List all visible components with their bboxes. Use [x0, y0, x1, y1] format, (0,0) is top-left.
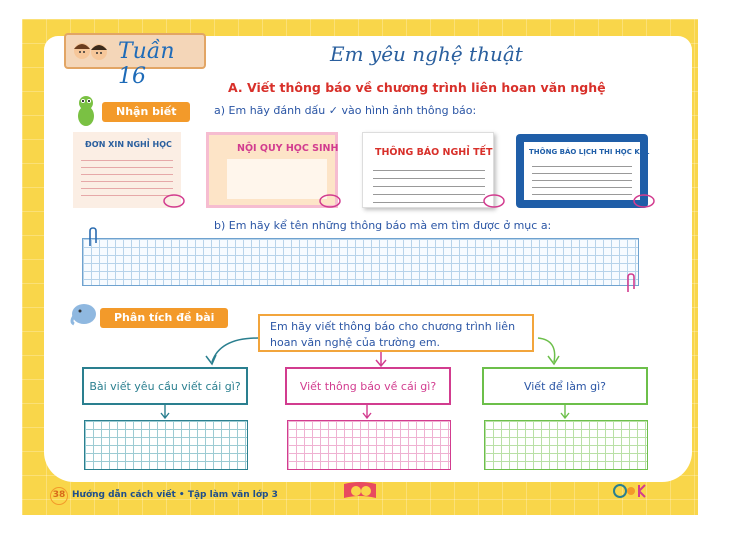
tag-nhan-biet: Nhận biết	[102, 102, 190, 122]
arrow-down-icon	[160, 404, 170, 420]
card-title: THÔNG BÁO NGHỈ TẾT	[375, 147, 493, 158]
card-body	[227, 159, 327, 199]
week-tag	[64, 33, 206, 89]
writing-grid-3[interactable]	[484, 420, 648, 470]
prompt-box: Em hãy viết thông báo cho chương trình liên hoan văn nghệ của trường em.	[258, 314, 534, 352]
card-title: ĐƠN XIN NGHỈ HỌC	[85, 140, 172, 149]
kids-icon	[70, 37, 110, 67]
check-circle-icon[interactable]	[632, 193, 656, 209]
writing-grid-2[interactable]	[287, 420, 451, 470]
arrow-left-icon	[200, 334, 260, 366]
paperclip-icon	[624, 272, 638, 294]
paperclip-icon	[86, 226, 100, 248]
box-question-2: Viết thông báo về cái gì?	[285, 367, 451, 405]
arrow-down-icon	[560, 404, 570, 420]
page-number: 38	[50, 487, 68, 505]
week-label: Tuần 16	[118, 39, 175, 89]
box-question-1: Bài viết yêu cầu viết cái gì?	[82, 367, 248, 405]
writing-grid-b[interactable]	[82, 238, 639, 286]
section-a-heading: A. Viết thông báo về chương trình liên hoan văn nghệ	[228, 80, 606, 95]
card-title: NỘI QUY HỌC SINH	[237, 143, 339, 154]
card-body	[524, 142, 650, 200]
arrow-down-icon	[374, 352, 388, 368]
book-title: Hướng dẫn cách viết • Tập làm văn lớp 3	[72, 490, 278, 500]
arrow-down-icon	[362, 404, 372, 420]
card-thong-bao-nghi-tet[interactable]	[362, 132, 494, 208]
box-question-3: Viết để làm gì?	[482, 367, 648, 405]
question-b: b) Em hãy kể tên những thông báo mà em tìm được ở mục a:	[214, 219, 552, 232]
cd-logo-icon	[340, 482, 380, 500]
footer	[50, 487, 278, 505]
card-title: THÔNG BÁO LỊCH THI HỌC KÌ 1	[529, 148, 650, 156]
writing-grid-1[interactable]	[84, 420, 248, 470]
card-lines	[81, 154, 173, 202]
tag-phan-tich-de-bai: Phân tích đề bài	[100, 308, 228, 328]
check-circle-icon[interactable]	[318, 193, 342, 209]
check-circle-icon[interactable]	[482, 193, 506, 209]
elephant-icon	[68, 298, 100, 326]
arrow-right-icon	[536, 334, 566, 366]
page-title: Em yêu nghệ thuật	[330, 42, 523, 66]
publisher-logo-icon	[612, 482, 648, 500]
check-circle-icon[interactable]	[162, 193, 186, 209]
card-thong-bao-lich-thi[interactable]	[516, 134, 648, 208]
crocodile-icon	[72, 94, 100, 128]
card-lines	[532, 160, 632, 196]
question-a: a) Em hãy đánh dấu ✓ vào hình ảnh thông báo:	[214, 104, 477, 117]
card-lines	[373, 163, 485, 203]
